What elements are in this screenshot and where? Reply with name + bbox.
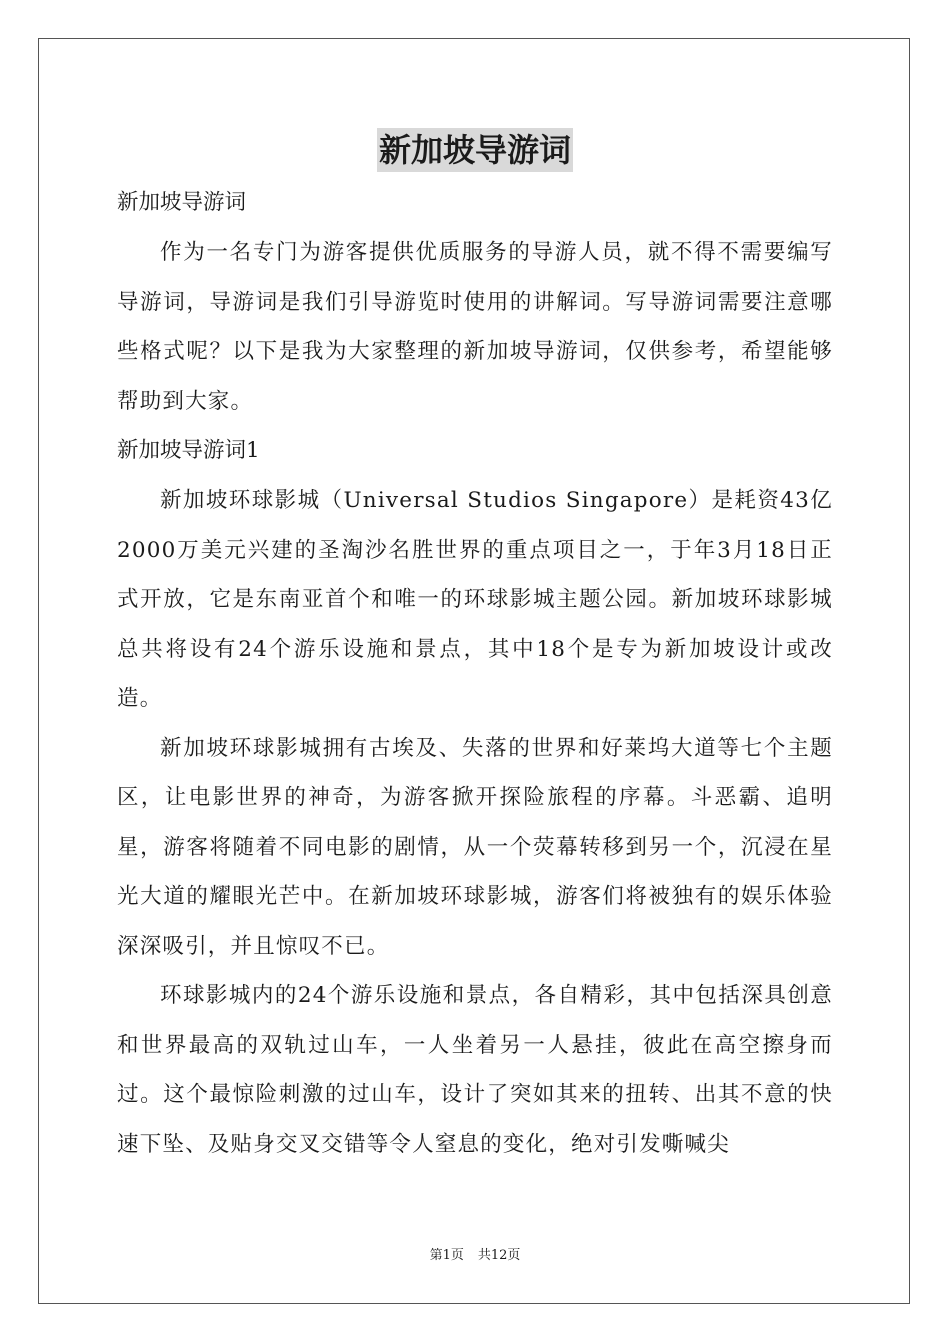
body-paragraph-1: 新加坡环球影城（Universal Studios Singapore）是耗资43亿2000万美元兴建的圣淘沙名胜世界的重点项目之一，于年3月18日正式开放，它是东南亚首个和唯一的环球影城主题公园。新加坡环球影城总共将设有24个游乐设施和景点，其中18个是专为新加坡设计或改造。: [117, 488, 833, 711]
page-number-total: 共12页: [477, 1248, 521, 1263]
document-subtitle: 新加坡导游词: [117, 190, 247, 215]
section-heading: 新加坡导游词1: [117, 438, 260, 463]
page-number-current: 第1页: [429, 1248, 464, 1263]
body-paragraph-3: 环球影城内的24个游乐设施和景点，各自精彩，其中包括深具创意和世界最高的双轨过山车，一人坐着另一人悬挂，彼此在高空擦身而过。这个最惊险刺激的过山车，设计了突如其来的扭转、出其不意的快速下坠、及贴身交叉交错等令人窒息的变化，绝对引发嘶喊尖: [117, 983, 833, 1157]
page-footer: [0, 1246, 950, 1266]
intro-paragraph: 作为一名专门为游客提供优质服务的导游人员，就不得不需要编写导游词，导游词是我们引导游览时使用的讲解词。写导游词需要注意哪些格式呢？以下是我为大家整理的新加坡导游词，仅供参考，希望能够帮助到大家。: [117, 240, 833, 414]
body-paragraph-2: 新加坡环球影城拥有古埃及、失落的世界和好莱坞大道等七个主题区，让电影世界的神奇，为游客掀开探险旅程的序幕。斗恶霸、追明星，游客将随着不同电影的剧情，从一个荧幕转移到另一个，沉浸在星光大道的耀眼光芒中。在新加坡环球影城，游客们将被独有的娱乐体验深深吸引，并且惊叹不已。: [117, 735, 833, 959]
document-body: [117, 178, 833, 1169]
title-container: [0, 128, 950, 172]
document-title: 新加坡导游词: [377, 128, 573, 172]
